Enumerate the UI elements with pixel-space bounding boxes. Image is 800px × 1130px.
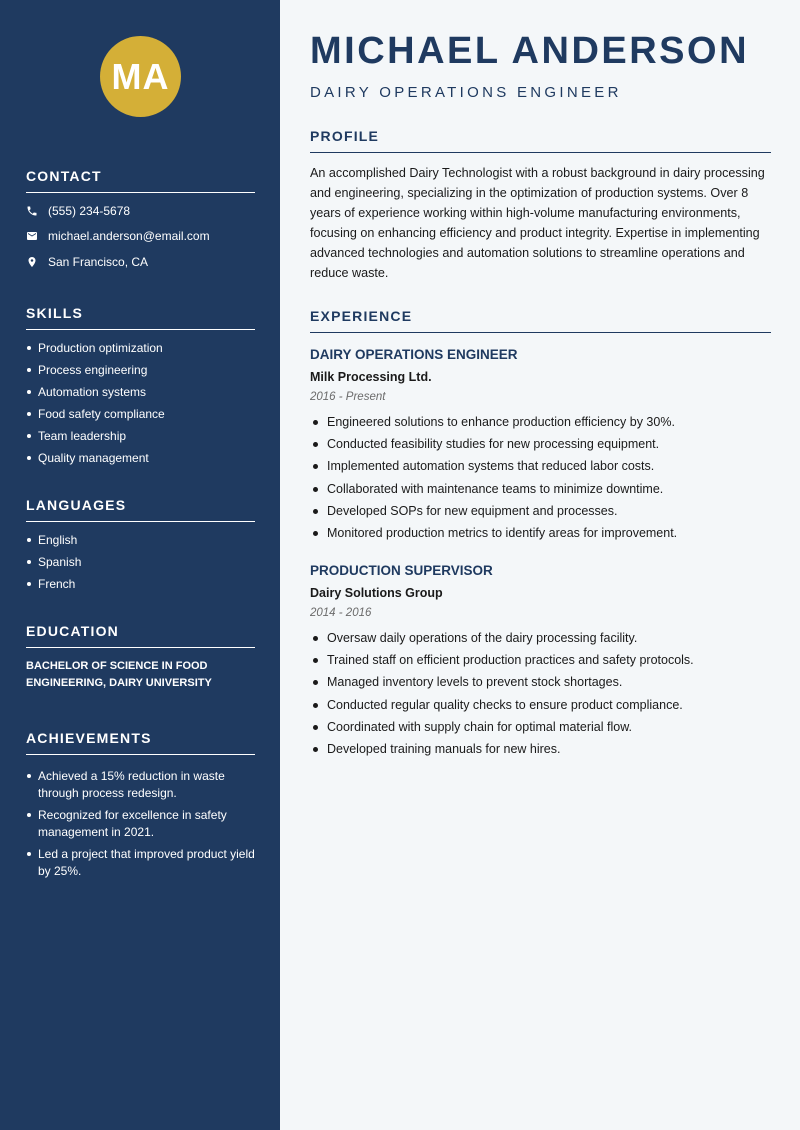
contact-heading: CONTACT [26,168,255,193]
achievements-list [26,768,255,880]
job-bullet: Conducted feasibility studies for new processing equipment. [310,436,771,452]
main-content [280,0,800,1130]
job-dates: 2016 - Present [310,391,386,403]
job-entry [310,562,771,763]
job-bullets [310,414,771,541]
job-role: PRODUCTION SUPERVISOR [310,563,493,578]
contact-phone [26,203,255,219]
phone-icon [26,205,38,217]
job-bullet: Developed SOPs for new equipment and processes. [310,503,771,519]
achievement-item: Achieved a 15% reduction in waste through process redesign. [26,768,255,802]
skills-heading: SKILLS [26,305,255,330]
skill-item: Process engineering [26,362,255,378]
job-company: Dairy Solutions Group [310,586,443,600]
job-bullets [310,630,771,757]
job-role: DAIRY OPERATIONS ENGINEER [310,347,518,362]
email-icon [26,230,38,242]
avatar [100,36,181,117]
job-bullet: Implemented automation systems that reduced labor costs. [310,458,771,474]
contact-location [26,254,255,270]
job-bullet: Engineered solutions to enhance production efficiency by 30%. [310,414,771,430]
location-pin-icon [26,256,38,268]
skill-item: Team leadership [26,428,255,444]
avatar-initials: MA [111,55,170,97]
job-company: Milk Processing Ltd. [310,370,432,384]
languages-heading: LANGUAGES [26,497,255,522]
contact-section [26,168,255,270]
job-dates: 2014 - 2016 [310,607,372,619]
skills-section [26,305,255,472]
job-bullet: Developed training manuals for new hires. [310,741,771,757]
languages-list [26,532,255,592]
phone-link[interactable]: (555) 234-5678 [48,203,131,218]
job-entry [310,346,771,547]
sidebar [0,0,280,1130]
skill-item: Quality management [26,450,255,466]
achievement-item: Recognized for excellence in safety management in 2021. [26,807,255,841]
achievement-item: Led a project that improved product yield by 25%. [26,846,255,880]
profile-heading: PROFILE [310,128,771,153]
education-heading: EDUCATION [26,623,255,648]
skills-list [26,340,255,466]
achievements-section [26,730,255,885]
language-item: French [26,576,255,592]
education-degree: BACHELOR OF SCIENCE IN FOOD ENGINEERING, DAIRY UNIVERSITY [26,660,212,689]
location-text: San Francisco, CA [48,254,149,269]
job-bullet: Conducted regular quality checks to ensure product compliance. [310,697,771,713]
language-item: Spanish [26,554,255,570]
candidate-title: DAIRY OPERATIONS ENGINEER [310,84,622,101]
achievements-heading: ACHIEVEMENTS [26,730,255,755]
email-link[interactable]: michael.anderson@email.com [48,229,210,243]
job-bullet: Coordinated with supply chain for optimal material flow. [310,719,771,735]
job-bullet: Collaborated with maintenance teams to minimize downtime. [310,481,771,497]
skill-item: Production optimization [26,340,255,356]
skill-item: Automation systems [26,384,255,400]
contact-email [26,228,255,244]
job-bullet: Trained staff on efficient production practices and safety protocols. [310,652,771,668]
job-bullet: Monitored production metrics to identify areas for improvement. [310,525,771,541]
language-item: English [26,532,255,548]
job-bullet: Oversaw daily operations of the dairy processing facility. [310,630,771,646]
languages-section [26,497,255,598]
profile-text: An accomplished Dairy Technologist with a robust background in dairy processing and engineering, specializing in the optimization of production systems. Over 8 years of experience working within high-volume manufacturing environments, focusing on enhancing efficiency and product integrity. Expertise in implementing advanced technologies and automation solutions to streamline operations and reduce waste. [310,166,765,280]
experience-heading: EXPERIENCE [310,308,771,333]
education-section [26,623,255,692]
job-bullet: Managed inventory levels to prevent stock shortages. [310,674,771,690]
candidate-name: MICHAEL ANDERSON [310,30,750,72]
skill-item: Food safety compliance [26,406,255,422]
